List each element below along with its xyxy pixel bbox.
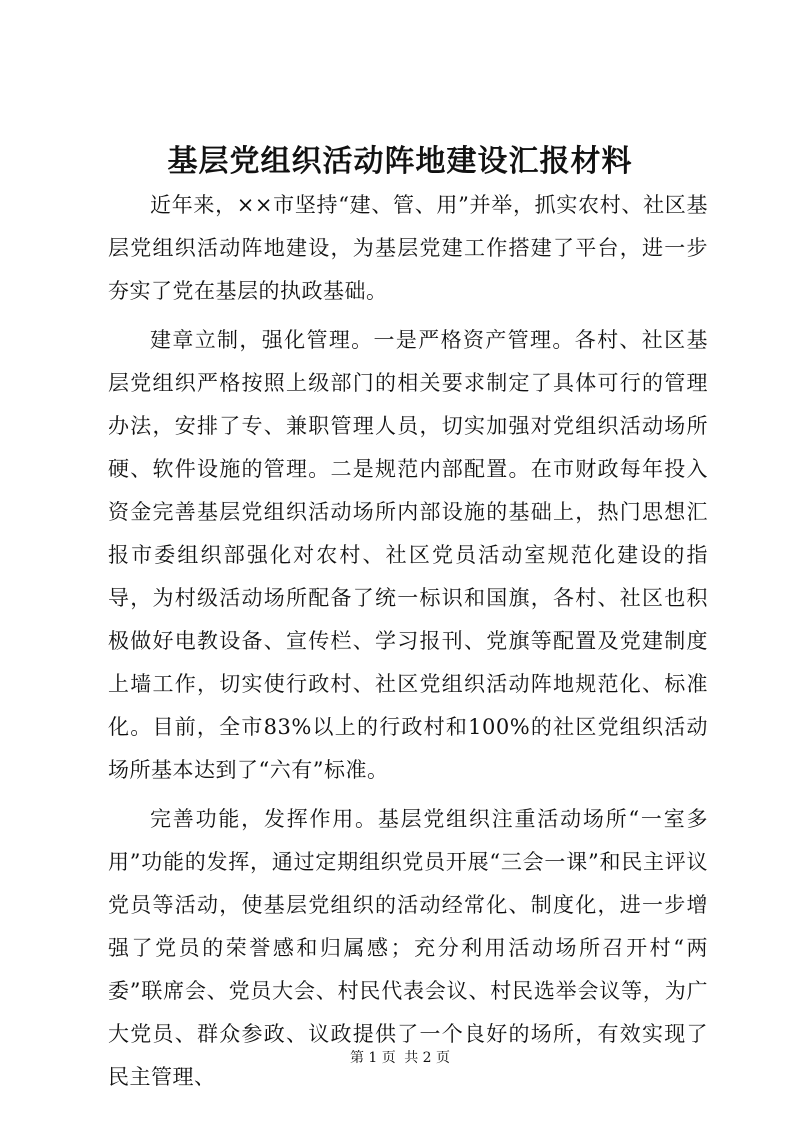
- paragraph-intro: 近年来，××市坚持“建、管、用”并举，抓实农村、社区基层党组织活动阵地建设，为基层党建工作搭建了平台，进一步夯实了党在基层的执政基础。: [108, 193, 708, 303]
- paragraph-function: 完善功能，发挥作用。基层党组织注重活动场所“一室多用”功能的发挥，通过定期组织党员开展“三会一课”和民主评议党员等活动，使基层党组织的活动经常化、制度化，进一步增强了党员的荣誉感和归属感；充分利用活动场所召开村“两委”联席会、党员大会、村民代表会议、村民选举会议等，为广大党员、群众参政、议政提供了一个良好的场所，有效实现了民主管理、: [108, 807, 708, 1089]
- page-footer: [0, 1048, 800, 1068]
- document-title: 基层党组织活动阵地建设汇报材料: [167, 144, 633, 179]
- page-total: 共 2 页: [404, 1050, 451, 1066]
- paragraph-management: 建章立制，强化管理。一是严格资产管理。各村、社区基层党组织严格按照上级部门的相关要求制定了具体可行的管理办法，安排了专、兼职管理人员，切实加强对党组织活动场所硬、软件设施的管理。二是规范内部配置。在市财政每年投入资金完善基层党组织活动场所内部设施的基础上，热门思想汇报市委组织部强化对农村、社区党员活动室规范化建设的指导，为村级活动场所配备了统一标识和国旗，各村、社区也积极做好电教设备、宣传栏、学习报刊、党旗等配置及党建制度上墙工作，切实使行政村、社区党组织活动阵地规范化、标准化。目前，全市83%以上的行政村和100%的社区党组织活动场所基本达到了“六有”标准。: [108, 328, 708, 782]
- page-number: 第 1 页: [349, 1050, 396, 1066]
- document-body: [108, 184, 708, 1105]
